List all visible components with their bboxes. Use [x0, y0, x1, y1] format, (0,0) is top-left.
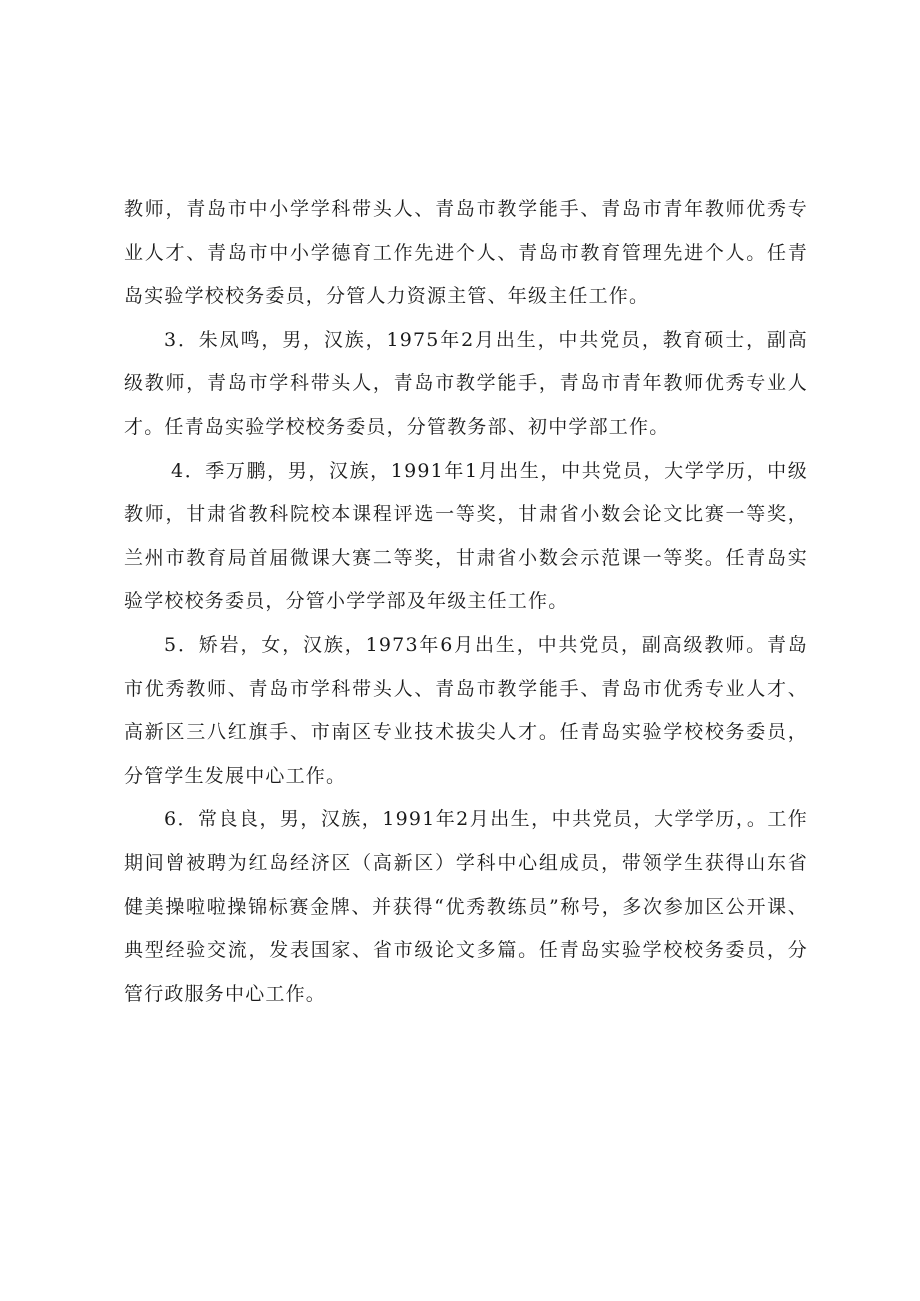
paragraph-item-3: 3．朱凤鸣，男，汉族，1975年2月出生，中共党员，教育硕士，副高级教师，青岛市学科带头人，青岛市教学能手，青岛市青年教师优秀专业人才。任青岛实验学校校务委员，分管教务部、初中学部工作。: [124, 328, 808, 438]
document-body: [124, 188, 808, 1016]
paragraph-item-5: 5．矫岩，女，汉族，1973年6月出生，中共党员，副高级教师。青岛市优秀教师、青岛市学科带头人、青岛市教学能手、青岛市优秀专业人才、高新区三八红旗手、市南区专业技术拔尖人才。任青岛实验学校校务委员，分管学生发展中心工作。: [124, 633, 808, 787]
paragraph-item-4: 4．季万鹏，男，汉族，1991年1月出生，中共党员，大学学历，中级教师，甘肃省教科院校本课程评选一等奖，甘肃省小数会论文比赛一等奖，兰州市教育局首届微课大赛二等奖，甘肃省小数会示范课一等奖。任青岛实验学校校务委员，分管小学学部及年级主任工作。: [124, 459, 808, 613]
paragraph-item-6: 6．常良良，男，汉族，1991年2月出生，中共党员，大学学历，。工作期间曾被聘为红岛经济区（高新区）学科中心组成员，带领学生获得山东省健美操啦啦操锦标赛金牌、并获得“优秀教练员”称号，多次参加区公开课、典型经验交流，发表国家、省市级论文多篇。任青岛实验学校校务委员，分管行政服务中心工作。: [124, 808, 808, 1005]
paragraph-continuation: 教师，青岛市中小学学科带头人、青岛市教学能手、青岛市青年教师优秀专业人才、青岛市中小学德育工作先进个人、青岛市教育管理先进个人。任青岛实验学校校务委员，分管人力资源主管、年级主任工作。: [124, 198, 808, 308]
